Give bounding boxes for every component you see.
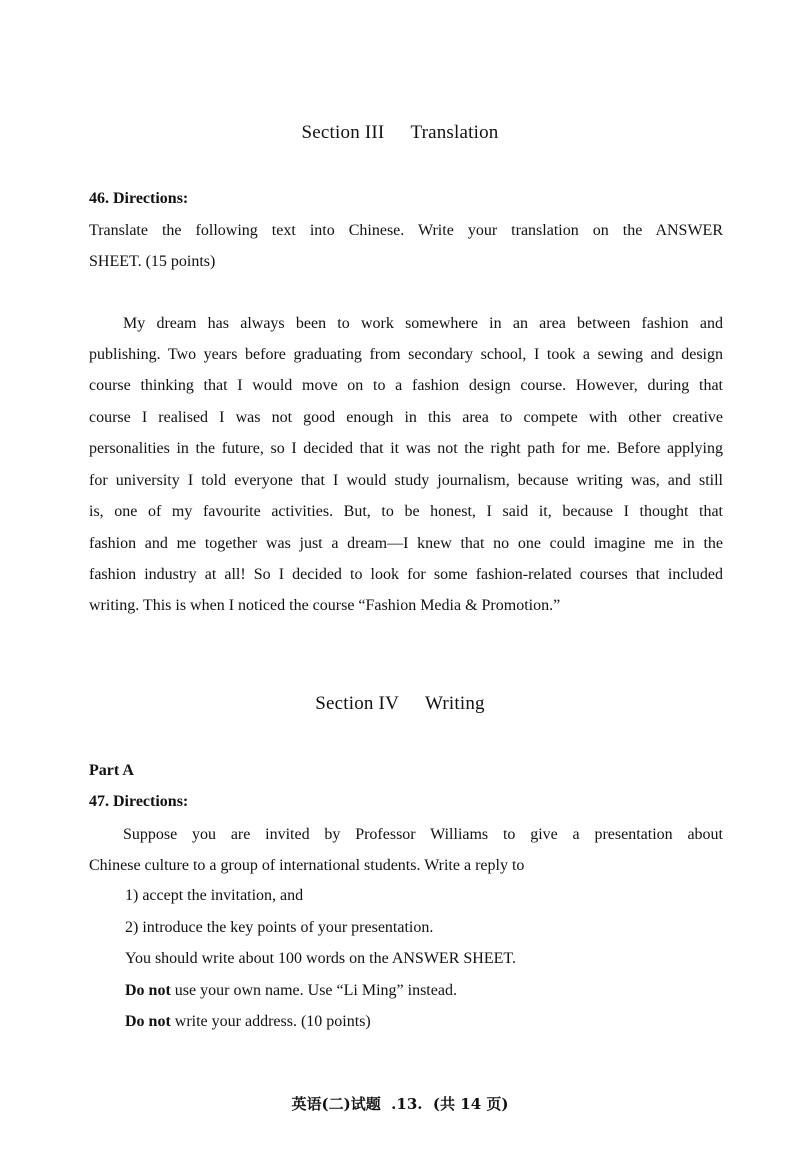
section-3-number: Section III: [301, 122, 385, 143]
q47-heading: 47. Directions:: [89, 793, 189, 810]
passage-line-10: writing. This is when I noticed the course “Fashion Media & Promotion.”: [89, 597, 561, 614]
part-a-label: Part A: [89, 762, 134, 779]
section-4-name: Writing: [425, 693, 485, 714]
q47-intro-line-1: Suppose you are invited by Professor Williams to give a presentation about: [123, 826, 723, 843]
passage-line-7: is, one of my favourite activities. But, to be honest, I said it, because I thought that: [89, 503, 723, 520]
q47-word-count: You should write about 100 words on the ANSWER SHEET.: [125, 950, 516, 967]
q47-point-2: 2) introduce the key points of your presentation.: [125, 919, 434, 936]
passage-line-3: course thinking that I would move on to a fashion design course. However, during that: [89, 377, 723, 394]
section-4-number: Section IV: [315, 693, 400, 714]
q47-address-rule: [125, 1014, 371, 1030]
q47-name-rule: [125, 983, 457, 999]
q46-instruction-line-2: SHEET. (15 points): [89, 253, 216, 270]
passage-line-8: fashion and me together was just a dream—I knew that no one could imagine me in the: [89, 535, 723, 552]
passage-line-1: My dream has always been to work somewhere in an area between fashion and: [123, 315, 723, 332]
q46-heading: 46. Directions:: [89, 190, 189, 207]
q46-instruction-line-1: Translate the following text into Chinese. Write your translation on the ANSWER: [89, 222, 723, 239]
section-4-title: [0, 693, 800, 715]
q47-address-rule-emphasis: Do not: [125, 1013, 171, 1030]
section-3-name: Translation: [410, 122, 499, 143]
q47-point-1: 1) accept the invitation, and: [125, 887, 304, 904]
passage-line-5: personalities in the future, so I decided that it was not the right path for me. Before applying: [89, 440, 723, 457]
q47-name-rule-text: use your own name. Use “Li Ming” instead.: [170, 982, 457, 999]
q47-address-rule-text: write your address. (10 points): [170, 1013, 371, 1030]
passage-line-6: for university I told everyone that I would study journalism, because writing was, and still: [89, 472, 723, 489]
passage-line-4: course I realised I was not good enough in this area to compete with other creative: [89, 409, 723, 426]
q47-intro-line-2: Chinese culture to a group of international students. Write a reply to: [89, 857, 525, 874]
page-footer: 英语(二)试题 .13. (共 14 页): [291, 1095, 509, 1113]
q47-name-rule-emphasis: Do not: [125, 982, 171, 999]
passage-line-9: fashion industry at all! So I decided to look for some fashion-related courses that included: [89, 566, 723, 583]
section-3-title: [0, 122, 800, 144]
passage-line-2: publishing. Two years before graduating from secondary school, I took a sewing and design: [89, 346, 723, 363]
